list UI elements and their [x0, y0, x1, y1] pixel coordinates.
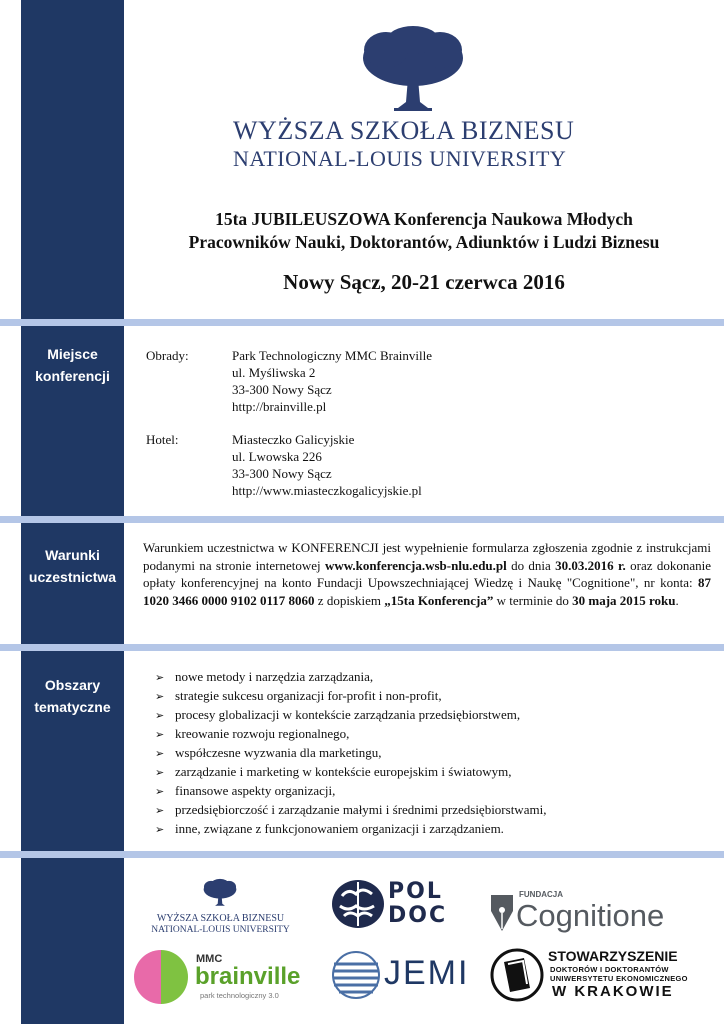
conditions-text: do dnia: [506, 557, 556, 573]
conference-website-link[interactable]: www.konferencja.wsb-nlu.edu.pl: [324, 557, 507, 573]
topic-text: kreowanie rozwoju regionalnego,: [175, 726, 350, 741]
topic-item: [155, 820, 715, 839]
poldoc-name: POL DOC: [388, 879, 448, 928]
topic-text: inne, związane z funkcjonowaniem organizacji i zarządzaniem.: [175, 821, 504, 836]
association-line4: W KRAKOWIE: [552, 983, 674, 1000]
jemi-name: JEMI: [384, 954, 470, 992]
sessions-line: ul. Myśliwska 2: [232, 365, 316, 380]
poldoc-brain-logo-icon: [330, 876, 386, 932]
conditions-text: oraz dokonanie opłaty konferencyjnej na konto Fundacji Upowszechniającej Wiedzę i Naukę "Cognitione", nr konta:: [143, 557, 711, 590]
left-sidebar-stripe: [21, 0, 124, 1024]
hotel-line: ul. Lwowska 226: [232, 449, 322, 464]
sessions-label: Obrady:: [146, 348, 189, 363]
topic-item: [155, 782, 715, 801]
arrow-bullet-icon: ➢: [155, 823, 165, 836]
arrow-bullet-icon: ➢: [155, 709, 165, 722]
conference-title-line1: 15ta JUBILEUSZOWA Konferencja Naukowa Młodych: [215, 209, 633, 229]
sessions-line: Park Technologiczny MMC Brainville: [232, 348, 432, 363]
arrow-bullet-icon: ➢: [155, 728, 165, 741]
topic-item: [155, 668, 715, 687]
jemi-globe-logo-icon: [331, 950, 381, 1000]
location-date: Nowy Sącz, 20-21 czerwca 2016: [283, 270, 565, 294]
conditions-label-line2: uczestnictwa: [28, 569, 117, 585]
conditions-section-label: [21, 544, 124, 588]
arrow-bullet-icon: ➢: [155, 747, 165, 760]
association-line2: DOKTORÓW I DOKTORANTÓW: [550, 965, 669, 974]
topics-list: [155, 668, 715, 839]
arrow-bullet-icon: ➢: [155, 671, 165, 684]
arrow-bullet-icon: ➢: [155, 804, 165, 817]
transfer-note: „15ta Konferencja”: [384, 592, 494, 608]
conditions-text: z dopiskiem: [314, 592, 385, 608]
hotel-line: Miasteczko Galicyjskie: [232, 432, 355, 447]
conditions-label-line1: Warunki: [45, 547, 100, 563]
school-name-line2: NATIONAL-LOUIS UNIVERSITY: [233, 146, 567, 171]
section-divider: [0, 851, 724, 858]
sessions-line: 33-300 Nowy Sącz: [232, 382, 332, 397]
sessions-link[interactable]: http://brainville.pl: [232, 399, 327, 414]
cognitione-small-label: FUNDACJA: [519, 890, 563, 899]
topic-text: zarządzanie i marketing w kontekście europejskim i światowym,: [175, 764, 512, 779]
hotel-line: 33-300 Nowy Sącz: [232, 466, 332, 481]
conditions-text: w terminie do: [493, 592, 573, 608]
brainville-circle-logo-icon: [134, 950, 188, 1004]
cognitione-name: Cognitione: [516, 898, 665, 933]
topic-item: [155, 725, 715, 744]
hotel-label: Hotel:: [146, 432, 179, 447]
association-line3: UNIWERSYTETU EKONOMICZNEGO: [550, 974, 688, 983]
association-line1: STOWARZYSZENIE: [548, 948, 678, 964]
hotel-address: [232, 431, 422, 499]
brainville-name: brainville: [195, 963, 301, 990]
topic-text: finansowe aspekty organizacji,: [175, 783, 336, 798]
sessions-address: [232, 347, 432, 415]
topic-text: nowe metody i narzędzia zarządzania,: [175, 669, 374, 684]
section-divider: [0, 319, 724, 326]
topic-item: [155, 801, 715, 820]
topic-item: [155, 687, 715, 706]
arrow-bullet-icon: ➢: [155, 785, 165, 798]
hotel-link[interactable]: http://www.miasteczkogalicyjskie.pl: [232, 483, 422, 498]
mmc-label: MMC: [196, 953, 223, 965]
registration-deadline: 30.03.2016 r.: [555, 557, 626, 573]
venue-label-line1: Miejsce: [47, 346, 98, 362]
conference-title-line2: Pracowników Nauki, Doktorantów, Adiunktów i Ludzi Biznesu: [188, 232, 660, 252]
bank-account-number: 87 1020 3466 0000 9102 0117 8060: [143, 575, 711, 608]
school-name-line1: WYŻSZA SZKOŁA BIZNESU: [233, 116, 575, 145]
venue-section-label: [21, 343, 124, 387]
topics-label-line1: Obszary: [44, 677, 101, 693]
conditions-text: .: [675, 592, 679, 608]
topic-text: strategie sukcesu organizacji for-profit i non-profit,: [175, 688, 442, 703]
tree-logo-icon: [358, 26, 468, 112]
arrow-bullet-icon: ➢: [155, 766, 165, 779]
wsb-sponsor-line2: NATIONAL-LOUIS UNIVERSITY: [151, 925, 290, 935]
book-circle-logo-icon: [490, 948, 544, 1002]
topics-section-label: [21, 674, 124, 718]
topic-text: procesy globalizacji w kontekście zarządzania przedsiębiorstwem,: [175, 707, 521, 722]
topic-item: [155, 706, 715, 725]
arrow-bullet-icon: ➢: [155, 690, 165, 703]
section-divider: [0, 644, 724, 651]
section-divider: [0, 516, 724, 523]
venue-label-line2: konferencji: [35, 368, 110, 384]
topics-label-line2: tematyczne: [34, 699, 111, 715]
topic-item: [155, 744, 715, 763]
topic-text: przedsiębiorczość i zarządzanie małymi i średnimi przedsiębiorstwami,: [175, 802, 547, 817]
payment-deadline: 30 maja 2015 roku: [572, 592, 676, 608]
wsb-sponsor-line1: WYŻSZA SZKOŁA BIZNESU: [156, 913, 285, 924]
brainville-subtitle: park technologiczny 3.0: [200, 991, 279, 1000]
topic-text: współczesne wyzwania dla marketingu,: [175, 745, 382, 760]
pen-nib-logo-icon: [489, 893, 515, 933]
conditions-paragraph: [143, 539, 711, 609]
topic-item: [155, 763, 715, 782]
wsb-tree-logo-icon: [202, 877, 238, 909]
conditions-text: Warunkiem uczestnictwa w KONFERENCJI jest wypełnienie formularza zgłoszenia zgodnie z instrukcjami podanymi na stronie internetowej: [143, 540, 711, 573]
